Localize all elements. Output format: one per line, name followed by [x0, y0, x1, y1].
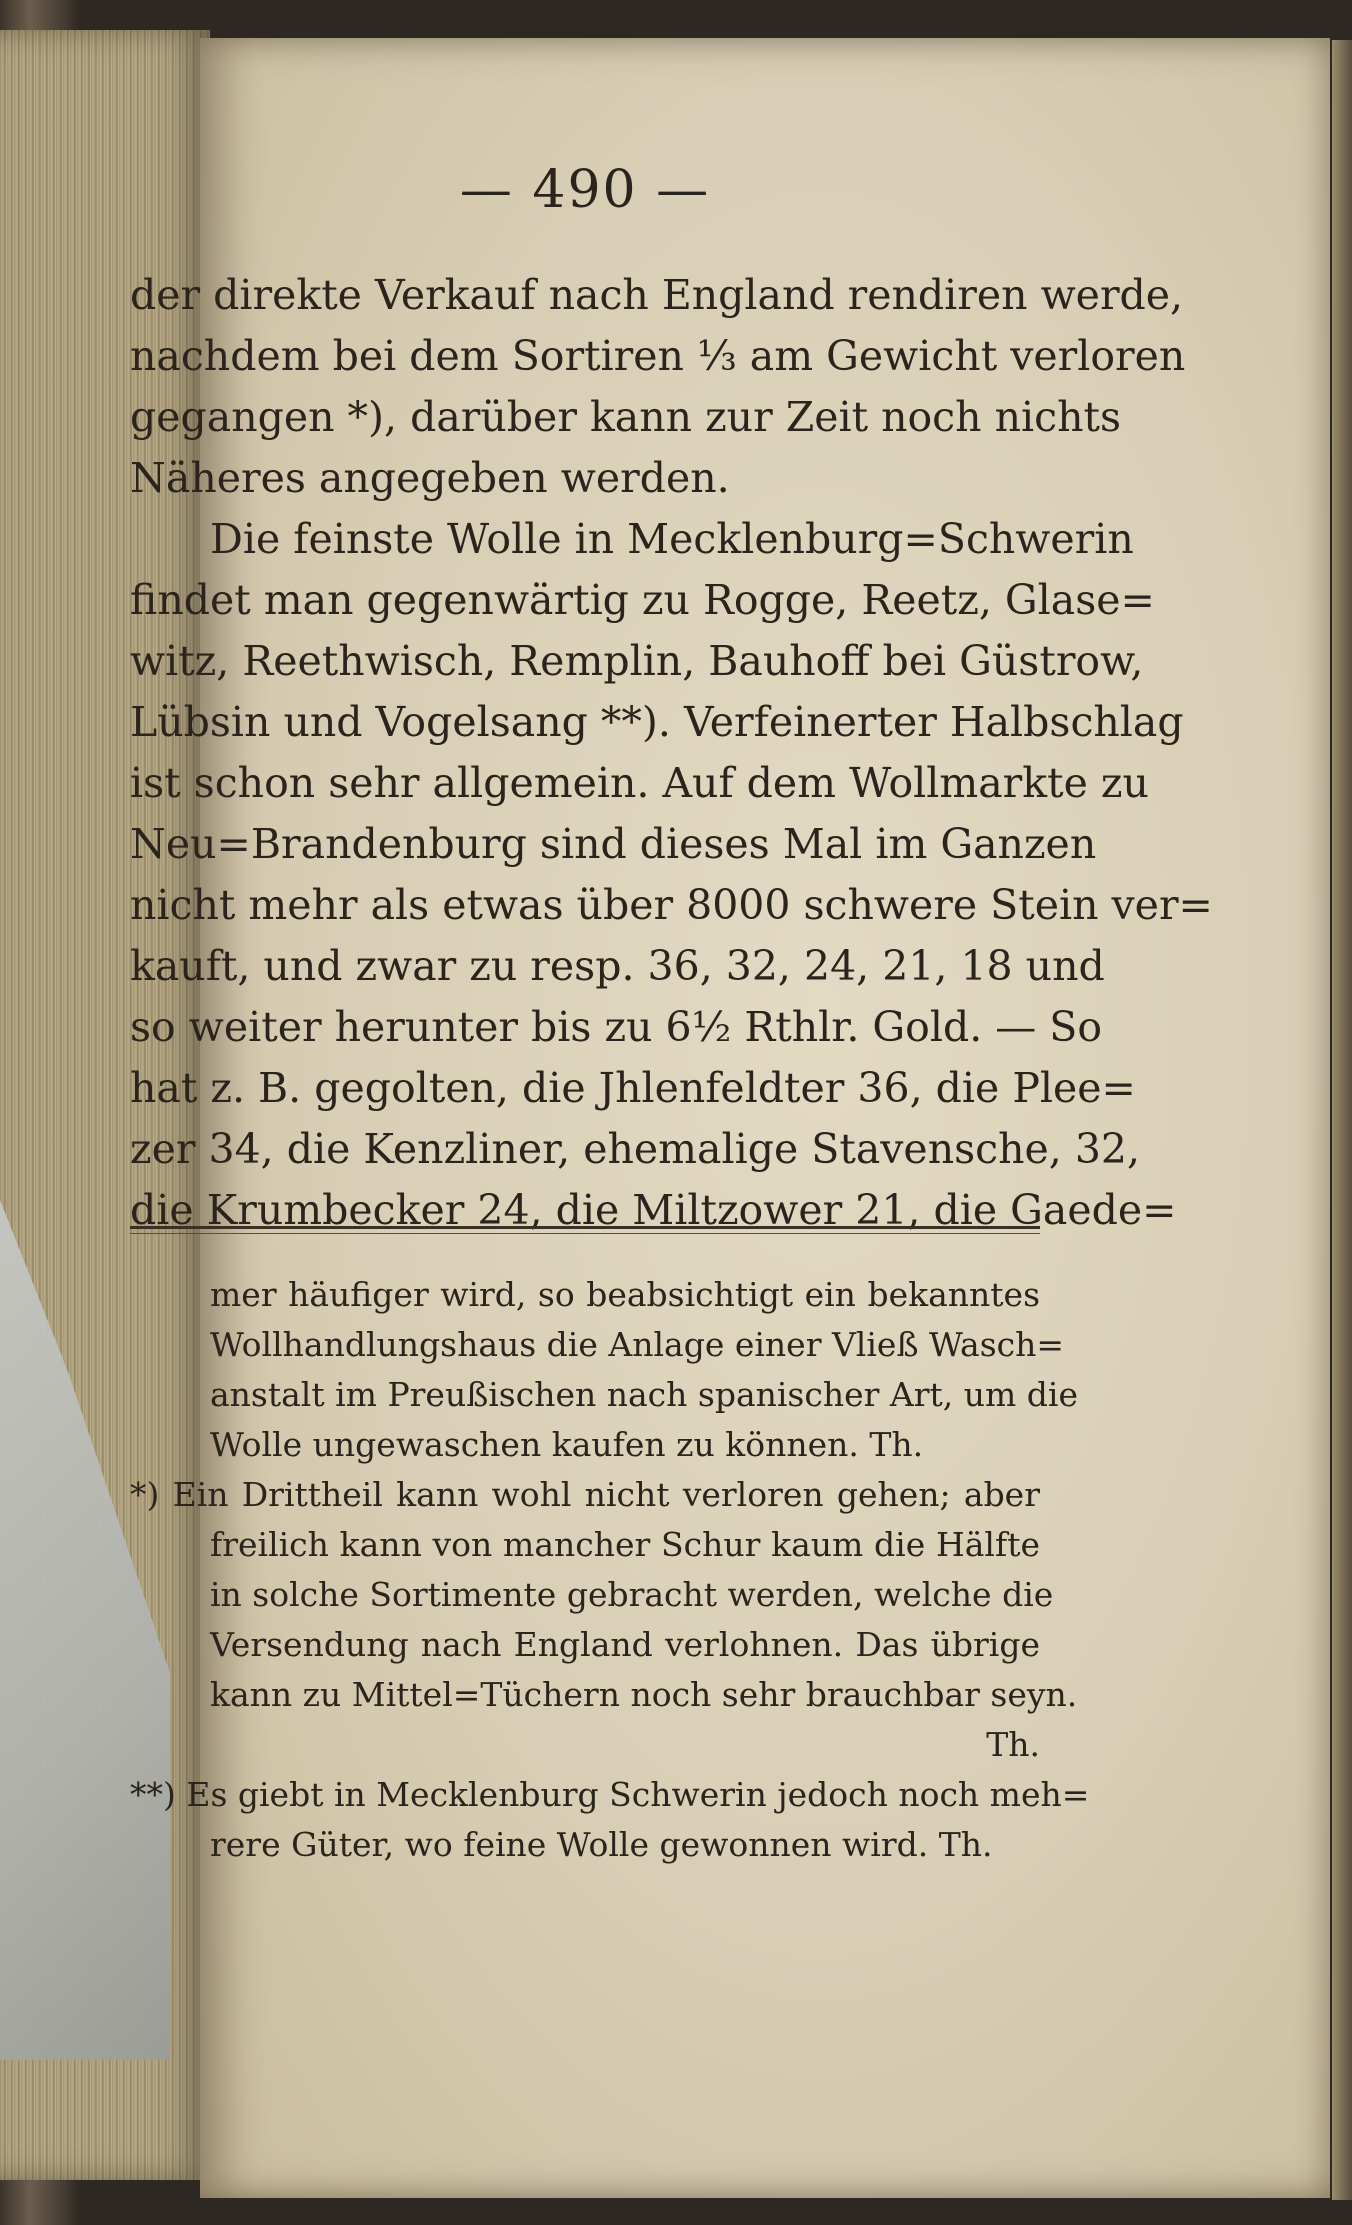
footnote-line: *) Ein Drittheil kann wohl nicht verloren gehen; aber	[130, 1475, 1040, 1514]
text-line: zer 34, die Kenzliner, ehemalige Stavensche, 32,	[130, 1125, 1141, 1173]
text-line: findet man gegenwärtig zu Rogge, Reetz, Glase=	[130, 576, 1155, 624]
text-line: ist schon sehr allgemein. Auf dem Wollmarkte zu	[130, 759, 1149, 807]
footnote-line: in solche Sortimente gebracht werden, welche die	[210, 1575, 1054, 1614]
page-number: — 490 —	[459, 160, 711, 220]
text-line: so weiter herunter bis zu 6½ Rthlr. Gold. — So	[130, 1003, 1103, 1051]
text-line: Die feinste Wolle in Mecklenburg=Schwerin	[210, 515, 1134, 563]
footnote-line: Wollhandlungshaus die Anlage einer Vließ Wasch=	[210, 1325, 1065, 1364]
main-text	[130, 265, 1213, 1241]
text-line: witz, Reethwisch, Remplin, Bauhoff bei Güstrow,	[130, 637, 1144, 685]
footnote-divider	[130, 1226, 1040, 1229]
footnote-line: mer häufiger wird, so beabsichtigt ein bekanntes	[210, 1275, 1040, 1314]
text-line: hat z. B. gegolten, die Jhlenfeldter 36, die Plee=	[130, 1064, 1136, 1112]
footnote-signature: Th.	[986, 1725, 1040, 1764]
book-right-edge	[1332, 40, 1352, 2200]
footnotes	[130, 1270, 1090, 1870]
text-line: der direkte Verkauf nach England rendiren werde,	[130, 271, 1184, 319]
text-line: gegangen *), darüber kann zur Zeit noch nichts	[130, 393, 1121, 441]
footnote-line: kann zu Mittel=Tüchern noch sehr brauchbar seyn.	[210, 1675, 1078, 1714]
text-line: kauft, und zwar zu resp. 36, 32, 24, 21, 18 und	[130, 942, 1105, 990]
footnote-line: Versendung nach England verlohnen. Das übrige	[210, 1625, 1040, 1664]
text-line: nachdem bei dem Sortiren ⅓ am Gewicht verloren	[130, 332, 1186, 380]
footnote-divider-thin	[130, 1233, 1040, 1234]
text-line: nicht mehr als etwas über 8000 schwere Stein ver=	[130, 881, 1213, 929]
text-line: Neu=Brandenburg sind dieses Mal im Ganzen	[130, 820, 1097, 868]
text-line: Näheres angegeben werden.	[130, 454, 730, 502]
footnote-line: rere Güter, wo feine Wolle gewonnen wird. Th.	[210, 1825, 993, 1864]
text-line: Lübsin und Vogelsang **). Verfeinerter Halbschlag	[130, 698, 1184, 746]
footnote-line: freilich kann von mancher Schur kaum die Hälfte	[210, 1525, 1040, 1564]
text-line: die Krumbecker 24, die Miltzower 21, die Gaede=	[130, 1186, 1177, 1234]
footnote-line: Wolle ungewaschen kaufen zu können. Th.	[210, 1425, 924, 1464]
footnote-line: anstalt im Preußischen nach spanischer Art, um die	[210, 1375, 1078, 1414]
footnote-line: **) Es giebt in Mecklenburg Schwerin jedoch noch meh=	[130, 1775, 1090, 1814]
